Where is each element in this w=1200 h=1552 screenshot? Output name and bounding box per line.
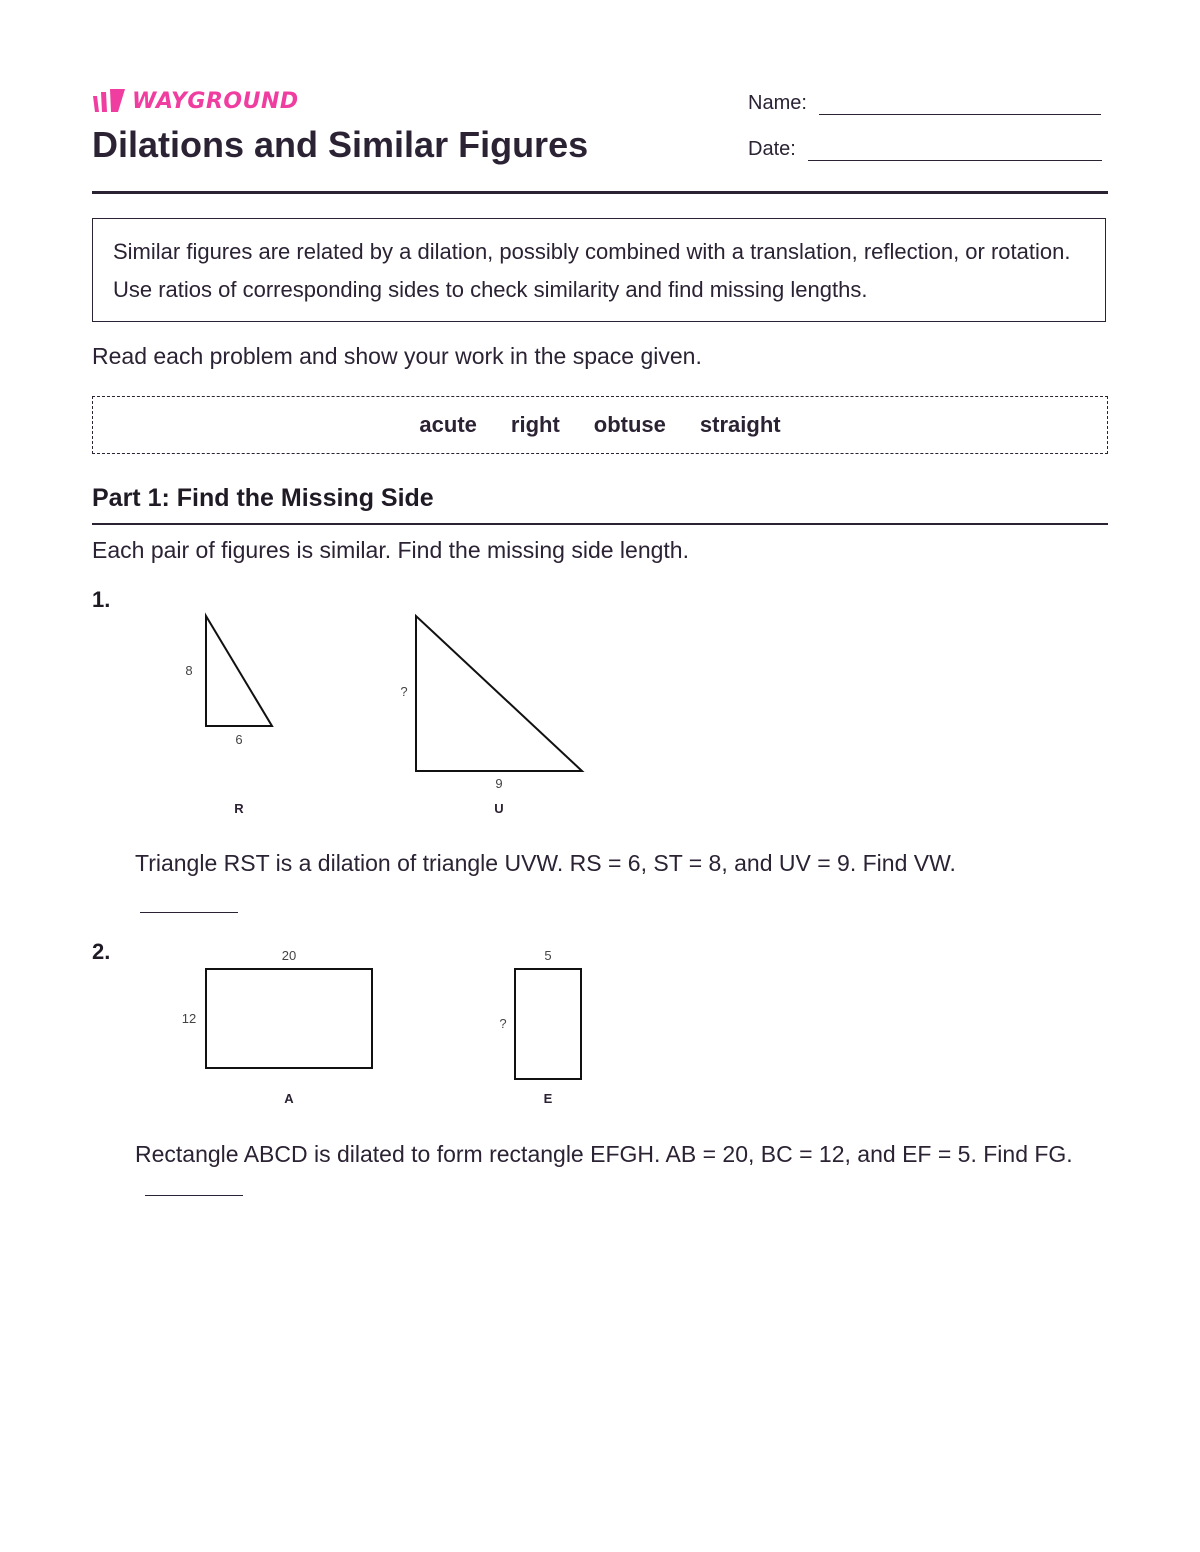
word-bank-item: acute xyxy=(419,412,477,437)
small-triangle-caption: R xyxy=(234,801,244,816)
large-rectangle-caption: A xyxy=(284,1091,294,1106)
section-title: Part 1: Find the Missing Side xyxy=(92,484,434,512)
intro-text: Similar figures are related by a dilation, possibly combined with a translation, reflection, or rotation. Use ratios of corresponding sides to check similarity and find missing lengths. xyxy=(113,239,1071,302)
small-triangle-vertical-side-label: 8 xyxy=(185,663,193,678)
answer-blank[interactable] xyxy=(145,1194,243,1196)
large-triangle-caption: U xyxy=(494,801,504,816)
date-field-row xyxy=(748,136,1102,161)
header-divider xyxy=(92,191,1108,194)
name-field-row xyxy=(748,90,1101,115)
question-text-block xyxy=(135,1137,1115,1205)
small-rectangle xyxy=(515,969,581,1079)
intro-box xyxy=(92,218,1106,322)
question-1-figures xyxy=(172,600,692,830)
large-triangle-horizontal-side-label: 9 xyxy=(495,776,503,791)
answer-blank[interactable] xyxy=(140,912,238,913)
instructions: Read each problem and show your work in the space given. xyxy=(92,343,702,369)
section-divider xyxy=(92,523,1108,525)
page-title: Dilations and Similar Figures xyxy=(92,124,589,165)
large-triangle xyxy=(416,616,582,771)
worksheet-page xyxy=(92,0,1108,1552)
question-number: 2. xyxy=(92,939,111,964)
question-2-figures xyxy=(172,940,692,1110)
small-rectangle-caption: E xyxy=(543,1091,553,1106)
large-rectangle-left-side-label: 12 xyxy=(181,1011,197,1026)
word-bank-item: obtuse xyxy=(593,412,666,437)
small-rectangle-left-side-label: ? xyxy=(499,1016,507,1031)
name-field[interactable] xyxy=(819,90,1101,115)
word-bank-item: straight xyxy=(699,412,781,437)
small-triangle-horizontal-side-label: 6 xyxy=(235,732,243,747)
name-label: Name: xyxy=(748,92,807,114)
brand xyxy=(92,86,299,116)
small-rectangle-top-side-label: 5 xyxy=(544,948,552,963)
question-text: Triangle RST is a dilation of triangle UVW. RS = 6, ST = 8, and UV = 9. Find VW. xyxy=(135,850,956,876)
section-description: Each pair of figures is similar. Find the missing side length. xyxy=(92,537,689,563)
large-rectangle xyxy=(206,969,372,1068)
date-field[interactable] xyxy=(808,136,1102,161)
question-number: 1. xyxy=(92,587,111,612)
large-rectangle-top-side-label: 20 xyxy=(281,948,297,963)
date-label: Date: xyxy=(748,138,796,160)
small-triangle xyxy=(206,616,272,726)
question-text: Rectangle ABCD is dilated to form rectangle EFGH. AB = 20, BC = 12, and EF = 5. Find FG. xyxy=(135,1141,1073,1167)
large-triangle-vertical-side-label: ? xyxy=(400,684,408,699)
brand-name: WAYGROUND xyxy=(132,88,299,114)
word-bank-item: right xyxy=(510,412,560,437)
wayground-logo-icon xyxy=(92,88,126,114)
word-bank xyxy=(92,396,1108,454)
